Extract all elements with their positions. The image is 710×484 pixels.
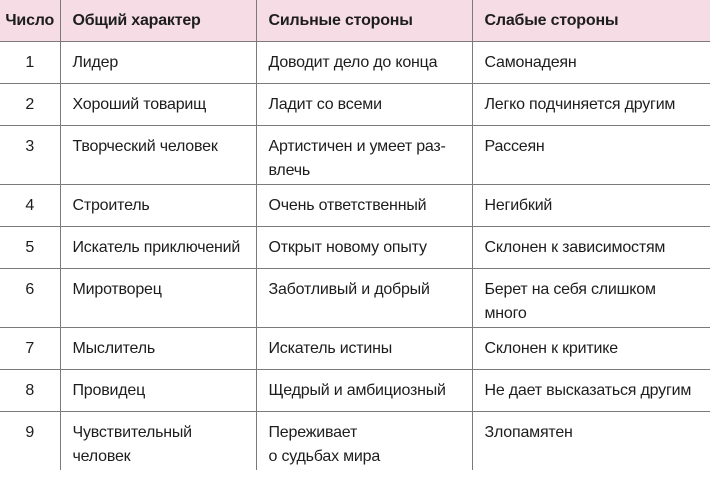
table-row [0, 185, 710, 227]
cell-weaknesses: Самонадеян [472, 42, 710, 84]
header-row [0, 0, 710, 42]
cell-strengths: Очень ответственный [256, 185, 472, 227]
cell-strengths: Доводит дело до конца [256, 42, 472, 84]
table-row [0, 412, 710, 471]
cell-number: 8 [0, 370, 60, 412]
table-row [0, 84, 710, 126]
cell-character: Чувствительный человек [60, 412, 256, 471]
cell-character: Провидец [60, 370, 256, 412]
table-row [0, 227, 710, 269]
cell-strengths: Открыт новому опыту [256, 227, 472, 269]
cell-character: Творческий человек [60, 126, 256, 185]
cell-number: 7 [0, 328, 60, 370]
table-row [0, 328, 710, 370]
table-row [0, 269, 710, 328]
table-row [0, 370, 710, 412]
table-row [0, 126, 710, 185]
table-header [0, 0, 710, 42]
cell-strengths: Щедрый и амбициозный [256, 370, 472, 412]
cell-number: 5 [0, 227, 60, 269]
cell-strengths: Переживает о судьбах мира [256, 412, 472, 471]
cell-character: Искатель приключений [60, 227, 256, 269]
cell-strengths: Заботливый и добрый [256, 269, 472, 328]
header-number: Число [0, 0, 60, 42]
cell-weaknesses: Не дает высказаться другим [472, 370, 710, 412]
cell-number: 1 [0, 42, 60, 84]
header-weaknesses: Слабые стороны [472, 0, 710, 42]
cell-character: Строитель [60, 185, 256, 227]
cell-weaknesses: Негибкий [472, 185, 710, 227]
cell-character: Мыслитель [60, 328, 256, 370]
cell-character: Лидер [60, 42, 256, 84]
cell-number: 2 [0, 84, 60, 126]
table-row [0, 42, 710, 84]
cell-weaknesses: Рассеян [472, 126, 710, 185]
cell-number: 6 [0, 269, 60, 328]
cell-number: 9 [0, 412, 60, 471]
cell-character: Миротворец [60, 269, 256, 328]
cell-number: 3 [0, 126, 60, 185]
cell-weaknesses: Склонен к критике [472, 328, 710, 370]
cell-number: 4 [0, 185, 60, 227]
header-strengths: Сильные стороны [256, 0, 472, 42]
cell-strengths: Искатель истины [256, 328, 472, 370]
cell-character: Хороший товарищ [60, 84, 256, 126]
cell-weaknesses: Склонен к зависимостям [472, 227, 710, 269]
cell-weaknesses: Берет на себя слишком много [472, 269, 710, 328]
cell-weaknesses: Злопамятен [484, 424, 573, 441]
cell-strengths: Артистичен и умеет раз- влечь [256, 126, 472, 185]
table-body [0, 42, 710, 471]
cell-strengths: Ладит со всеми [256, 84, 472, 126]
header-character: Общий характер [60, 0, 256, 42]
cell-weaknesses: Легко подчиняется другим [472, 84, 710, 126]
